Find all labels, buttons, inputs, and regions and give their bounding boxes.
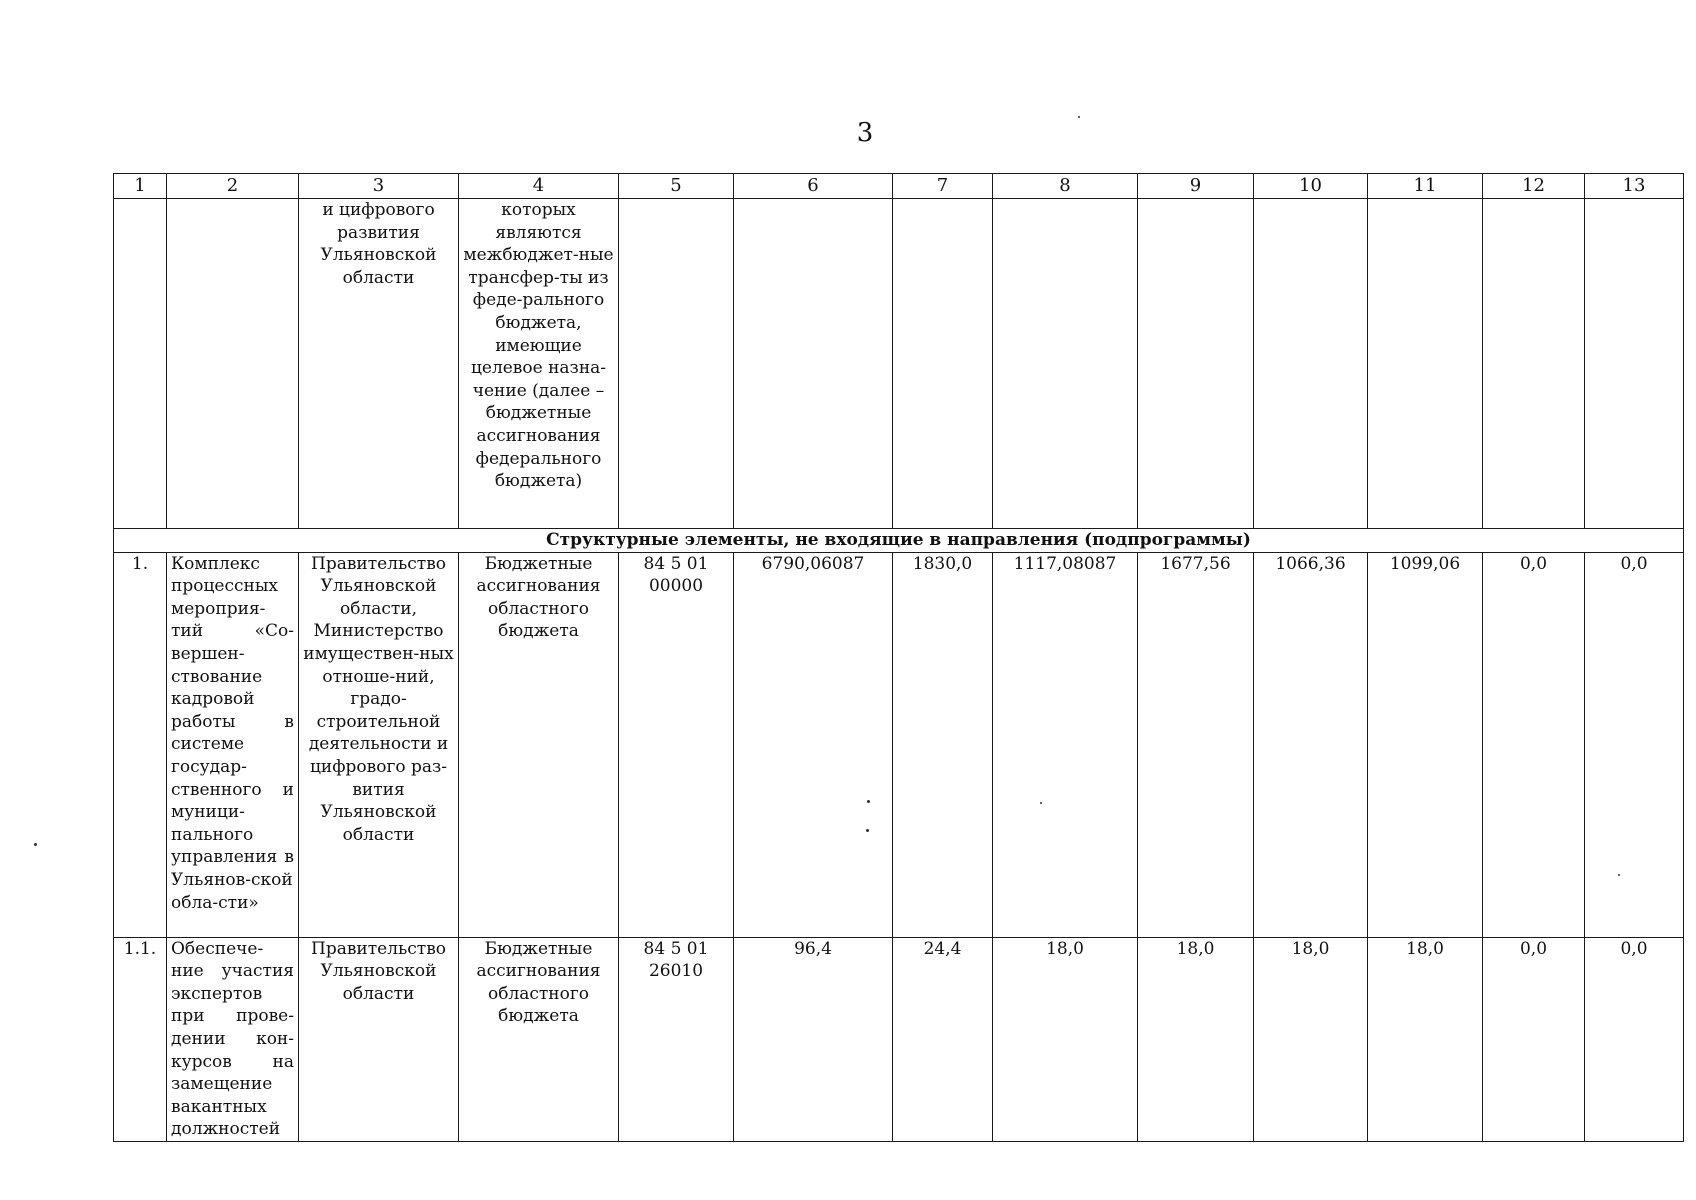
table-cell <box>1254 198 1368 528</box>
year-value: 0,0 <box>1585 552 1684 937</box>
total-value: 6790,06087 <box>734 552 893 937</box>
funding-source-cell: Бюджетные ассигнования областного бюджета <box>459 552 619 937</box>
table-cell <box>1138 198 1254 528</box>
row-number: 1. <box>114 552 167 937</box>
column-number: 3 <box>299 174 459 199</box>
continuation-row <box>114 198 1684 528</box>
column-number: 13 <box>1585 174 1684 199</box>
year-value: 0,0 <box>1483 552 1585 937</box>
year-value: 0,0 <box>1483 937 1585 1141</box>
column-number: 7 <box>893 174 993 199</box>
year-value: 18,0 <box>1138 937 1254 1141</box>
table-cell <box>734 198 893 528</box>
table-cell <box>893 198 993 528</box>
year-value: 1099,06 <box>1368 552 1483 937</box>
budget-table <box>113 173 1684 1142</box>
scan-speck <box>866 829 869 832</box>
column-number: 11 <box>1368 174 1483 199</box>
scan-speck <box>867 800 870 803</box>
year-value: 18,0 <box>1368 937 1483 1141</box>
column-number: 9 <box>1138 174 1254 199</box>
year-value: 1117,08087 <box>993 552 1138 937</box>
table-cell <box>993 198 1138 528</box>
column-number: 12 <box>1483 174 1585 199</box>
table-row <box>114 552 1684 937</box>
funding-source-cell: которых являются межбюджет-ные трансфер-ты из феде-рального бюджета, имеющие целевое назна-чение (далее – бюджетные ассигнования федерального бюджета) <box>459 198 619 528</box>
table-cell <box>619 198 734 528</box>
year-value: 18,0 <box>1254 937 1368 1141</box>
year-value: 18,0 <box>993 937 1138 1141</box>
year-value: 1066,36 <box>1254 552 1368 937</box>
column-number: 8 <box>993 174 1138 199</box>
table-cell <box>114 198 167 528</box>
column-number: 4 <box>459 174 619 199</box>
column-number-row <box>114 174 1684 199</box>
column-number: 1 <box>114 174 167 199</box>
scan-speck <box>1078 116 1080 118</box>
funding-source-cell: Бюджетные ассигнования областного бюджета <box>459 937 619 1141</box>
table-row <box>114 937 1684 1141</box>
measure-name: Обеспече-ние участия экспертов при прове-дении кон-курсов на замещение вакантных должностей <box>167 937 299 1141</box>
column-number: 6 <box>734 174 893 199</box>
table-cell <box>1483 198 1585 528</box>
page-number: 3 <box>856 118 874 148</box>
scan-speck <box>1618 874 1620 876</box>
budget-code: 84 5 01 26010 <box>619 937 734 1141</box>
scan-speck <box>1040 802 1042 804</box>
measure-name: Комплекс процессных мероприя-тий «Со-вершен-ствование кадровой работы в системе государ-ственного и муници-пального управления в Ульянов-ской обла-сти» <box>167 552 299 937</box>
column-number: 5 <box>619 174 734 199</box>
responsible-cell: и цифрового развития Ульяновской области <box>299 198 459 528</box>
responsible-cell: Правительство Ульяновской области, Министерство имуществен-ных отноше-ний, градо-строительной деятельности и цифрового раз-вития Ульяновской области <box>299 552 459 937</box>
column-number: 2 <box>167 174 299 199</box>
column-number: 10 <box>1254 174 1368 199</box>
table-cell <box>1368 198 1483 528</box>
budget-code: 84 5 01 00000 <box>619 552 734 937</box>
responsible-cell: Правительство Ульяновской области <box>299 937 459 1141</box>
section-row <box>114 528 1684 552</box>
year-value: 0,0 <box>1585 937 1684 1141</box>
total-value: 96,4 <box>734 937 893 1141</box>
table-cell <box>167 198 299 528</box>
section-title: Структурные элементы, не входящие в направления (подпрограммы) <box>114 528 1684 552</box>
row-number: 1.1. <box>114 937 167 1141</box>
year-value: 24,4 <box>893 937 993 1141</box>
table-cell <box>1585 198 1684 528</box>
year-value: 1830,0 <box>893 552 993 937</box>
scan-speck <box>34 843 37 846</box>
year-value: 1677,56 <box>1138 552 1254 937</box>
